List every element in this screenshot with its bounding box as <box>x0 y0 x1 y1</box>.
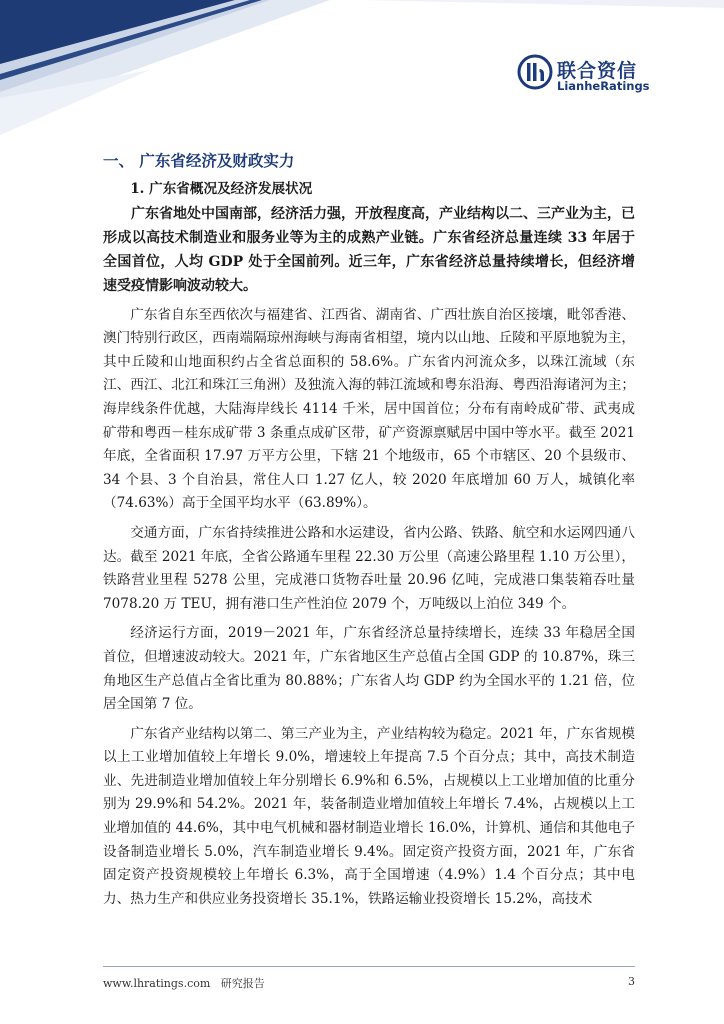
decor-right-streak <box>330 0 724 8</box>
brand-name-en: LianheRatings <box>557 79 650 93</box>
footer-divider <box>103 966 635 967</box>
section-title: 一、 广东省经济及财政实力 <box>103 152 295 170</box>
paragraph-overview: 广东省自东至西依次与福建省、江西省、湖南省、广西壮族自治区接壤，毗邻香港、澳门特别行政区，西南端隔琼州海峡与海南省相望，境内以山地、丘陵和平原地貌为主，其中丘陵和山地面积约占全省总面积的 58.6%。广东省内河流众多，以珠江流域（东江、西江、北江和珠江三角洲）及独流入海的韩江流域和粤东沿海、粤西沿海诸河为主；海岸线条件优越，大陆海岸线长 4114 千米，居中国首位；分布有南岭成矿带、武夷成矿带和粤西－桂东成矿带 3 条重点成矿区带，矿产资源禀赋居中国中等水平。截至 2021 年底，全省面积 17.97 万平方公里，下辖 21 个地级市，65 个市辖区、20 个县级市、34 个县、3 个自治县，常住人口 1.27 亿人，较 2020 年底增加 60 万人，城镇化率（74.63%）高于全国平均水平（63.89%）。 <box>103 306 635 512</box>
paragraph-industry: 广东省产业结构以第二、第三产业为主，产业结构较为稳定。2021 年，广东省规模以上工业增加值较上年增长 9.0%，增速较上年提高 7.5 个百分点；其中，高技术制造业、先进制造业增加值较上年分别增长 6.9%和 6.5%，占规模以上工业增加值的比重分别为 29.9%和 54.2%。2021 年，装备制造业增加值较上年增长 7.4%，占规模以上工业增加值的 44.6%，其中电气机械和器材制造业增长 16.0%，计算机、通信和其他电子设备制造业增长 5.0%，汽车制造业增长 9.4%。固定资产投资方面，2021 年，广东省固定资产投资规模较上年增长 6.3%，高于全国增速（4.9%）1.4 个百分点；其中电力、热力生产和供应业务投资增长 35.1%，铁路运输业投资增长 15.2%，高技术 <box>103 725 635 907</box>
page-number: 3 <box>628 975 635 988</box>
brand-name-cn: 联合资信 <box>557 60 638 82</box>
footer-doc-type: 研究报告 <box>220 977 265 990</box>
lead-summary: 广东省地处中国南部，经济活力强，开放程度高，产业结构以二、三产业为主，已形成以高技术制造业和服务业等为主的成熟产业链。广东省经济总量连续 33 年居于全国首位，人均 GDP 处于全国前列。近三年，广东省经济总量持续增长，但经济增速受疫情影响波动较大。 <box>103 205 635 294</box>
footer-info <box>103 975 265 991</box>
body-content <box>103 177 635 911</box>
lianhe-ratings-logo-icon <box>517 54 553 90</box>
footer-url[interactable]: www.lhratings.com <box>103 977 211 990</box>
subsection-title: 1. 广东省概况及经济发展状况 <box>130 181 313 197</box>
paragraph-transport: 交通方面，广东省持续推进公路和水运建设，省内公路、铁路、航空和水运网四通八达。截至 2021 年底，全省公路通车里程 22.30 万公里（高速公路里程 1.10 万公里），铁路营业里程 5278 公里，完成港口货物吞吐量 20.96 亿吨，完成港口集装箱吞吐量 7078.20 万 TEU，拥有港口生产性泊位 2079 个，万吨级以上泊位 349 个。 <box>103 524 635 612</box>
paragraph-economy: 经济运行方面，2019－2021 年，广东省经济总量持续增长，连续 33 年稳居全国首位，但增速波动较大。2021 年，广东省地区生产总值占全国 GDP 的 10.87%，珠三角地区生产总值占全省比重为 80.88%；广东省人均 GDP 约为全国水平的 1.21 倍，位居全国第 7 位。 <box>103 625 635 713</box>
brand-logo <box>517 54 650 96</box>
